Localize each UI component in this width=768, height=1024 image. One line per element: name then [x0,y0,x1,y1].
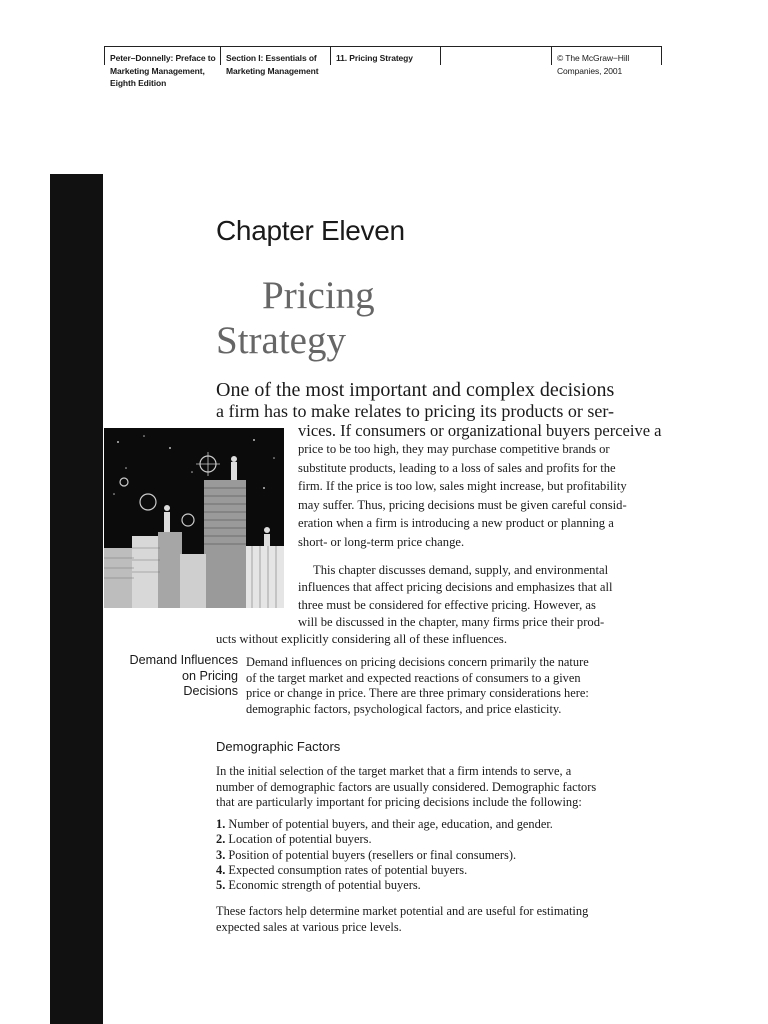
overview-line-5: ucts without explicitly considering all of these influences. [216,632,507,647]
chapter-label: Chapter Eleven [216,215,405,246]
side-heading-line-3: Decisions [183,684,238,698]
list-item-text: Number of potential buyers, and their age, education, and gender. [228,817,553,831]
overview-line-1: This chapter discusses demand, supply, and environmental [313,563,609,577]
list-item-number: 4. [216,862,226,877]
header-right-border [661,47,662,65]
demand-influences-paragraph [246,655,638,717]
intro-line-6: short- or long-term price change. [298,534,465,549]
intro-lead-line-3: vices. If consumers or organizational buyers perceive a [298,421,662,440]
list-item-number: 5. [216,878,226,893]
chapter-side-bar [50,174,103,1024]
header-book-line-1: Peter–Donnelly: Preface to [110,53,216,63]
subheading-demographic-factors: Demographic Factors [216,739,341,754]
overview-line-3: three must be considered for effective pricing. However, as [298,597,596,612]
closing-paragraph [216,904,638,935]
side-heading-demand-influences [129,653,238,700]
overview-line-4: will be discussed in the chapter, many firms price their prod- [298,614,605,629]
intro-line-2: substitute products, leading to a loss of sales and profits for the [298,460,616,475]
header-book-line-3: Eighth Edition [110,78,167,88]
demographic-paragraph [216,764,638,811]
list-item-number: 3. [216,847,226,862]
demand-line-1: Demand influences on pricing decisions concern primarily the nature [246,655,589,669]
running-header [104,46,662,95]
chapter-overview-paragraph [216,562,638,648]
header-section-line-2: Marketing Management [226,65,319,76]
chapter-title-line-2: Strategy [216,319,346,362]
list-item [216,817,553,832]
header-copyright-line-1: © The McGraw−Hill [557,53,630,63]
side-heading-line-2: on Pricing [181,668,238,683]
side-heading-line-1: Demand Influences [129,653,238,667]
demand-line-3: price or change in price. There are three primary considerations here: [246,686,589,700]
intro-lead-line-1: One of the most important and complex decisions [216,379,615,401]
list-item [216,848,553,863]
list-item [216,832,553,847]
header-chapter-cell [330,47,413,65]
list-item-text: Position of potential buyers (resellers or final consumers). [228,847,517,862]
header-section-cell [220,47,319,76]
intro-lead-line-2: a firm has to make relates to pricing its products or ser- [216,401,615,421]
demographic-line-2: number of demographic factors are usually considered. Demographic factors [216,779,597,794]
demand-line-2: of the target market and expected reactions of consumers to a given [246,670,581,685]
demographic-factors-list [216,817,553,893]
list-item-text: Expected consumption rates of potential buyers. [228,862,468,877]
list-item-text: Economic strength of potential buyers. [228,878,421,893]
header-copyright-cell [551,47,630,76]
list-item [216,878,553,893]
header-book-line-2: Marketing Management, [110,65,205,76]
header-book-cell [104,47,216,88]
intro-paragraph [298,440,638,551]
demand-line-4: demographic factors, psychological factors, and price elasticity. [246,701,562,716]
intro-line-5: eration when a firm is introducing a new product or planning a [298,516,614,530]
chapter-title-line-1: Pricing [262,274,375,317]
closing-line-1: These factors help determine market potential and are useful for estimating [216,904,589,918]
list-item-text: Location of potential buyers. [228,832,372,847]
header-copyright-line-2: Companies, 2001 [557,65,623,76]
list-item-number: 2. [216,832,226,847]
header-section-line-1: Section I: Essentials of [226,53,317,63]
list-item [216,863,553,878]
demographic-line-3: that are particularly important for pricing decisions include the following: [216,795,582,809]
intro-line-4: may suffer. Thus, pricing decisions must be given careful consid- [298,497,627,512]
overview-line-2: influences that affect pricing decisions and emphasizes that all [298,580,613,595]
header-chapter-line: 11. Pricing Strategy [336,53,413,63]
demographic-line-1: In the initial selection of the target market that a firm intends to serve, a [216,764,572,778]
list-item-number: 1. [216,817,226,831]
header-empty-cell [440,47,446,65]
intro-line-3: firm. If the price is too low, sales might increase, but profitability [298,479,627,493]
closing-line-2: expected sales at various price levels. [216,919,402,934]
intro-line-1: price to be too high, they may purchase competitive brands or [298,442,610,456]
